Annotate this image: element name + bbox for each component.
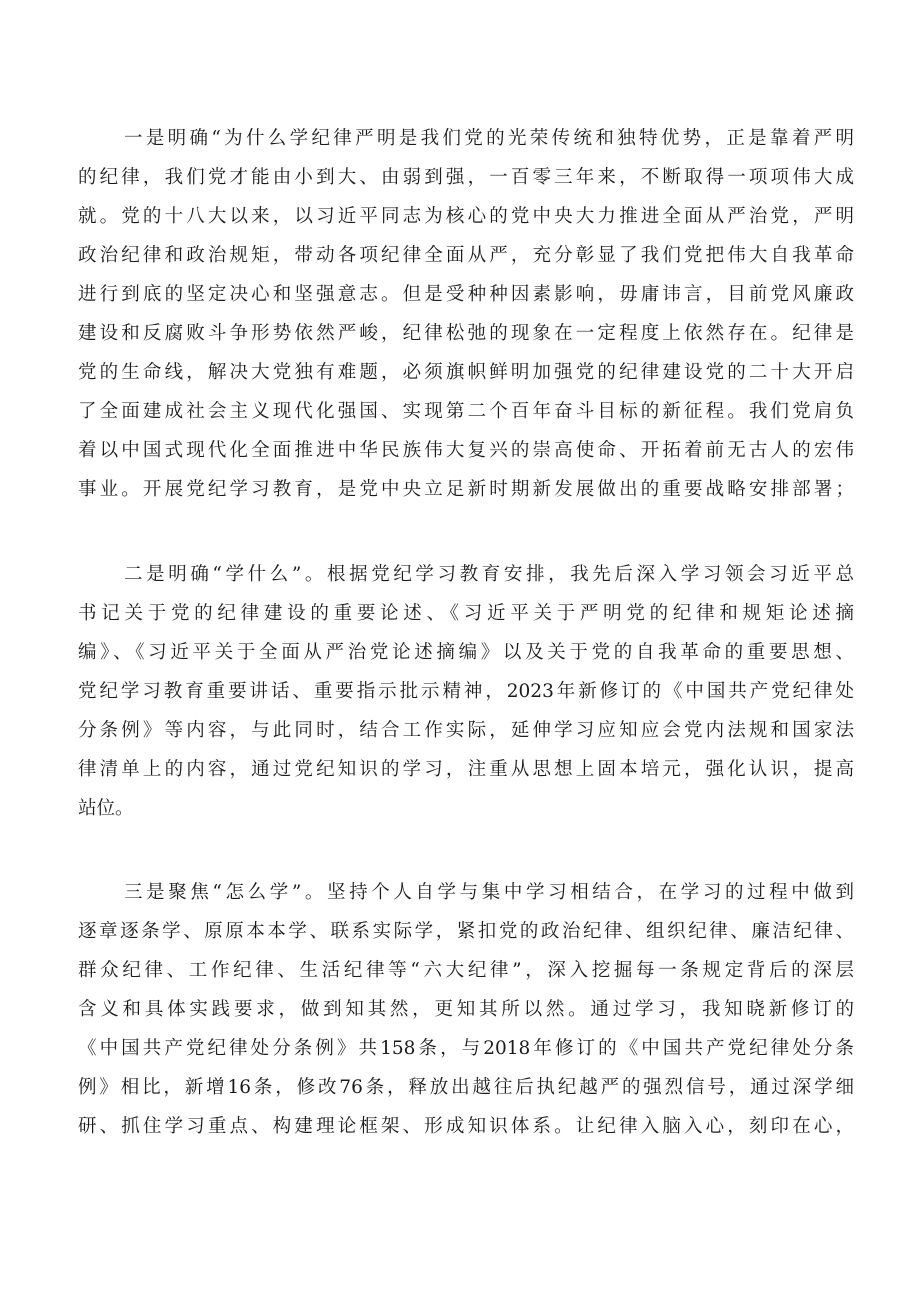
paragraph-2 (78, 555, 854, 828)
paragraph-line: 党纪学习教育重要讲话、重要指示批示精神，2023年新修订的《中国共产党纪律处 (78, 681, 854, 702)
paragraph-line: 律清单上的内容，通过党纪知识的学习，注重从思想上固本培元，强化认识，提高 (78, 759, 854, 780)
paragraph-line: 书记关于党的纪律建设的重要论述、《习近平关于严明党的纪律和规矩论述摘 (78, 603, 854, 624)
paragraph-line: 就。党的十八大以来，以习近平同志为核心的党中央大力推进全面从严治党，严明 (78, 206, 854, 227)
paragraph-line: 进行到底的坚定决心和坚强意志。但是受种种因素影响，毋庸讳言，目前党风廉政 (78, 284, 854, 305)
paragraph-line: 着以中国式现代化全面推进中华民族伟大复兴的崇高使命、开拓着前无古人的宏伟 (78, 440, 854, 461)
paragraph-line: 的纪律，我们党才能由小到大、由弱到强，一百零三年来，不断取得一项项伟大成 (78, 167, 854, 188)
paragraph-line: 《中国共产党纪律处分条例》共158条，与2018年修订的《中国共产党纪律处分条 (78, 1038, 854, 1059)
paragraph-line: 二是明确“学什么”。根据党纪学习教育安排，我先后深入学习领会习近平总 (124, 564, 854, 585)
paragraph-1 (78, 119, 854, 509)
paragraph-line: 事业。开展党纪学习教育，是党中央立足新时期新发展做出的重要战略安排部署； (78, 479, 854, 500)
paragraph-line: 站位。 (78, 798, 134, 819)
paragraph-line: 群众纪律、工作纪律、生活纪律等“六大纪律”，深入挖掘每一条规定背后的深层 (78, 960, 854, 981)
paragraph-line: 含义和具体实践要求，做到知其然，更知其所以然。通过学习，我知晓新修订的 (78, 999, 854, 1020)
paragraph-line: 例》相比，新增16条，修改76条，释放出越往后执纪越严的强烈信号，通过深学细 (78, 1077, 854, 1098)
paragraph-line: 三是聚焦“怎么学”。坚持个人自学与集中学习相结合，在学习的过程中做到 (124, 882, 854, 903)
paragraph-line: 政治纪律和政治规矩，带动各项纪律全面从严，充分彰显了我们党把伟大自我革命 (78, 245, 854, 266)
paragraph-line: 研、抓住学习重点、构建理论框架、形成知识体系。让纪律入脑入心，刻印在心， (78, 1116, 854, 1137)
paragraph-line: 一是明确“为什么学纪律严明是我们党的光荣传统和独特优势，正是靠着严明 (124, 128, 854, 149)
paragraph-3 (78, 873, 854, 1146)
paragraph-line: 分条例》等内容，与此同时，结合工作实际，延伸学习应知应会党内法规和国家法 (78, 720, 854, 741)
paragraph-line: 党的生命线，解决大党独有难题，必须旗帜鲜明加强党的纪律建设党的二十大开启 (78, 362, 854, 383)
paragraph-line: 逐章逐条学、原原本本学、联系实际学，紧扣党的政治纪律、组织纪律、廉洁纪律、 (78, 921, 854, 942)
paragraph-line: 编》、《习近平关于全面从严治党论述摘编》以及关于党的自我革命的重要思想、 (78, 642, 854, 663)
paragraph-line: 了全面建成社会主义现代化强国、实现第二个百年奋斗目标的新征程。我们党肩负 (78, 401, 854, 422)
paragraph-line: 建设和反腐败斗争形势依然严峻，纪律松弛的现象在一定程度上依然存在。纪律是 (78, 323, 854, 344)
